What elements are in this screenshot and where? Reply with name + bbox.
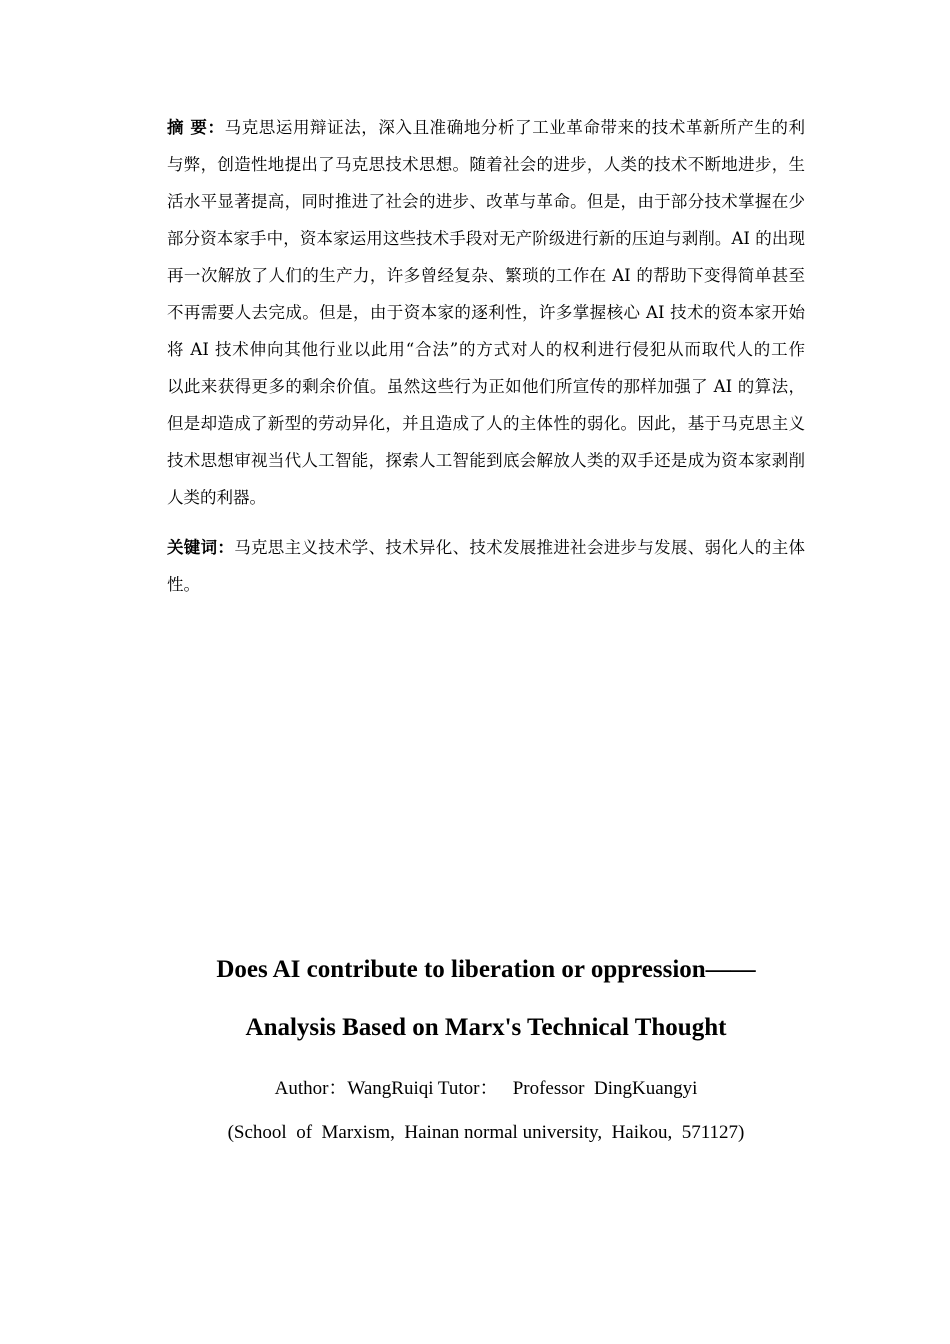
keywords-line: 性。 xyxy=(167,575,200,594)
abstract-section xyxy=(167,109,805,516)
abstract-line: 以此来获得更多的剩余价值。虽然这些行为正如他们所宣传的那样加强了 AI 的算法， xyxy=(167,377,805,396)
abstract-line: 不再需要人去完成。但是，由于资本家的逐利性，许多掌握核心 AI 技术的资本家开始 xyxy=(167,303,805,322)
english-title-line1: Does AI contribute to liberation or oppression—— xyxy=(216,956,756,983)
abstract-line xyxy=(167,109,805,146)
abstract-line: 人类的利器。 xyxy=(167,488,266,507)
abstract-line: 部分资本家手中，资本家运用这些技术手段对无产阶级进行新的压迫与剥削。AI 的出现 xyxy=(167,229,805,248)
abstract-line: 与弊，创造性地提出了马克思技术思想。随着社会的进步，人类的技术不断地进步，生 xyxy=(167,155,805,174)
keywords-text: 马克思主义技术学、技术异化、技术发展推进社会进步与发展、弱化人的主体 xyxy=(234,538,806,557)
abstract-line: 将 AI 技术伸向其他行业以此用“合法”的方式对人的权利进行侵犯从而取代人的工作 xyxy=(167,340,805,359)
keywords-line xyxy=(167,529,805,566)
abstract-line: 再一次解放了人们的生产力，许多曾经复杂、繁琐的工作在 AI 的帮助下变得简单甚至 xyxy=(167,266,805,285)
english-title-line2: Analysis Based on Marx's Technical Thought xyxy=(245,1014,727,1041)
abstract-text: 马克思运用辩证法，深入且准确地分析了工业革命带来的技术革新所产生的利 xyxy=(224,118,806,137)
keywords-section xyxy=(167,529,805,603)
abstract-line: 活水平显著提高，同时推进了社会的进步、改革与革命。但是，由于部分技术掌握在少 xyxy=(167,192,805,211)
author-line: Author：WangRuiqi Tutor： Professor DingKuangyi xyxy=(274,1078,698,1099)
abstract-line: 但是却造成了新型的劳动异化，并且造成了人的主体性的弱化。因此，基于马克思主义 xyxy=(167,414,805,433)
keywords-label: 关键词： xyxy=(167,538,235,557)
abstract-label: 摘 要： xyxy=(167,118,225,137)
affiliation-line: (School of Marxism, Hainan normal university, Haikou, 571127) xyxy=(227,1122,745,1143)
abstract-line: 技术思想审视当代人工智能，探索人工智能到底会解放人类的双手还是成为资本家剥削 xyxy=(167,451,805,470)
